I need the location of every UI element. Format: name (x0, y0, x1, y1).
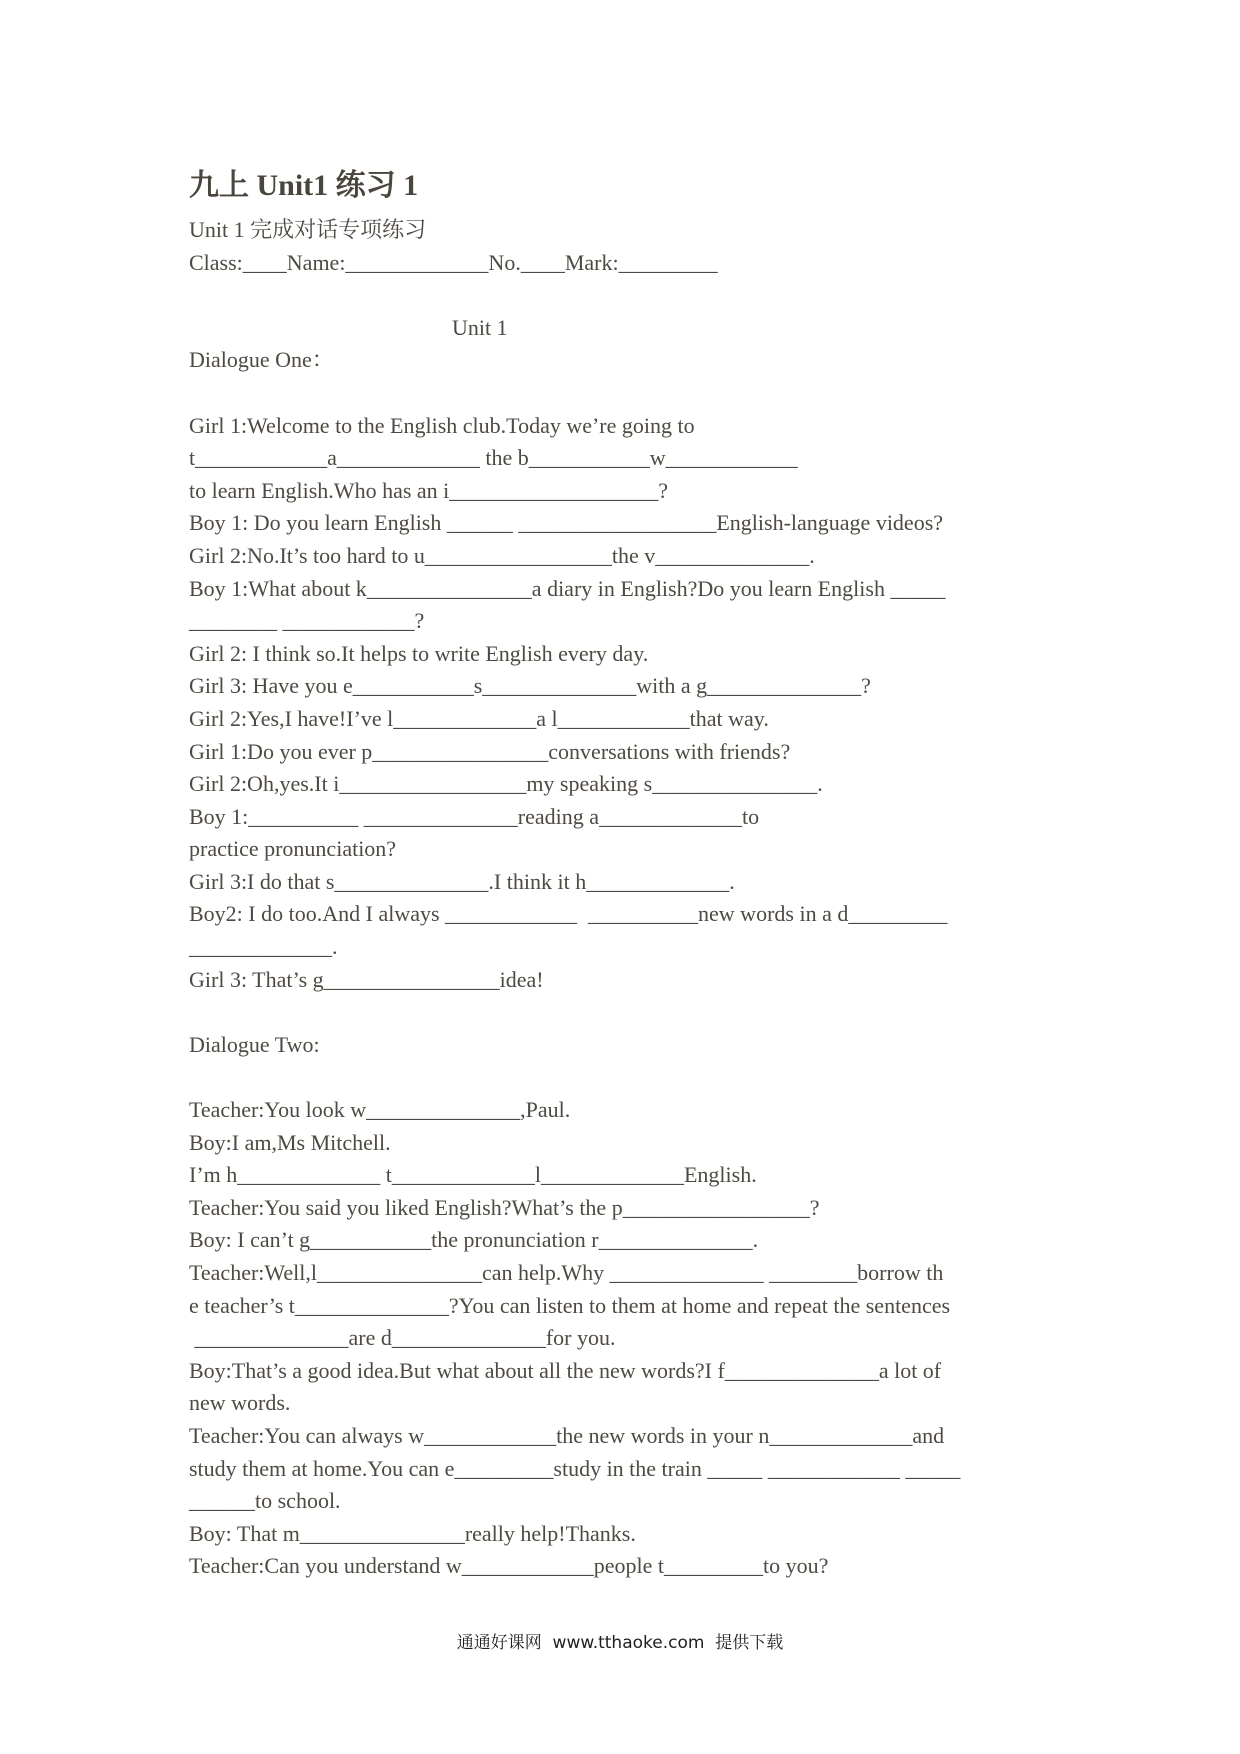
dialogue-one-heading: Dialogue One： (189, 347, 334, 373)
dialogue-line: Girl 3: Have you e___________s______________with a g______________? (189, 673, 871, 699)
dialogue-line: ______________are d______________for you. (189, 1325, 616, 1351)
dialogue-line: _____________. (189, 934, 338, 960)
dialogue-line: Teacher:You said you liked English?What’s the p_________________? (189, 1194, 820, 1220)
dialogue-line: ________ ____________? (189, 608, 425, 634)
dialogue-line: Boy: I can’t g___________the pronunciation r______________. (189, 1227, 759, 1253)
dialogue-line: Girl 2: I think so.It helps to write English every day. (189, 640, 649, 666)
dialogue-line: Girl 2:Yes,I have!I’ve l_____________a l____________that way. (189, 705, 769, 731)
dialogue-line: Boy:I am,Ms Mitchell. (189, 1129, 391, 1155)
dialogue-line: Girl 3: That’s g________________idea! (189, 966, 544, 992)
dialogue-line: Boy 1: Do you learn English ______ __________________English-language videos? (189, 510, 944, 536)
dialogue-two-heading: Dialogue Two: (189, 1031, 320, 1057)
worksheet-body (189, 214, 1069, 1583)
unit-heading: Unit 1 (452, 314, 508, 340)
dialogue-line: Girl 1:Welcome to the English club.Today we’re going to (189, 412, 695, 438)
dialogue-line: t____________a_____________ the b___________w____________ (189, 445, 798, 471)
dialogue-line: Boy 1:What about k_______________a diary in English?Do you learn English _____ (189, 575, 946, 601)
spacer (189, 377, 1069, 410)
dialogue-line: Teacher:Well,l_______________can help.Why ______________ ________borrow th (189, 1260, 944, 1285)
page-title: 九上 Unit1 练习 1 (189, 169, 419, 202)
dialogue-line: Teacher:Can you understand w____________people t_________to you? (189, 1553, 829, 1579)
dialogue-line: Boy 1:__________ ______________reading a_____________to (189, 803, 760, 829)
dialogue-line: e teacher’s t______________?You can listen to them at home and repeat the sentences (189, 1292, 951, 1318)
page-footer: 通通好课网 www.tthaoke.com 提供下载 (456, 1633, 784, 1653)
student-info-line: Class:____Name:_____________No.____Mark:_________ (189, 249, 718, 275)
dialogue-line: Boy:That’s a good idea.But what about all the new words?I f______________a lot of (189, 1357, 942, 1383)
spacer (189, 1061, 1069, 1094)
dialogue-line: Girl 1:Do you ever p________________conversations with friends? (189, 738, 791, 764)
dialogue-line: Boy: That m_______________really help!Thanks. (189, 1520, 636, 1546)
spacer (189, 996, 1069, 1029)
dialogue-line: study them at home.You can e_________study in the train _____ ____________ _____ (189, 1455, 961, 1481)
dialogue-line: Girl 2:No.It’s too hard to u_________________the v______________. (189, 542, 815, 568)
worksheet-subtitle: Unit 1 完成对话专项练习 (189, 217, 427, 242)
dialogue-line: Boy2: I do too.And I always ____________ __________new words in a d_________ (189, 901, 948, 927)
dialogue-line: practice pronunciation? (189, 836, 397, 862)
dialogue-line: to learn English.Who has an i___________________? (189, 477, 669, 503)
dialogue-line: Girl 3:I do that s______________.I think it h_____________. (189, 868, 735, 894)
dialogue-line: Teacher:You look w______________,Paul. (189, 1097, 571, 1123)
spacer (189, 279, 1069, 312)
dialogue-line: ______to school. (189, 1488, 341, 1514)
dialogue-line: new words. (189, 1390, 291, 1416)
dialogue-line: I’m h_____________ t_____________l_____________English. (189, 1162, 757, 1188)
dialogue-line: Teacher:You can always w____________the new words in your n_____________and (189, 1422, 945, 1448)
dialogue-line: Girl 2:Oh,yes.It i_________________my speaking s_______________. (189, 771, 823, 797)
